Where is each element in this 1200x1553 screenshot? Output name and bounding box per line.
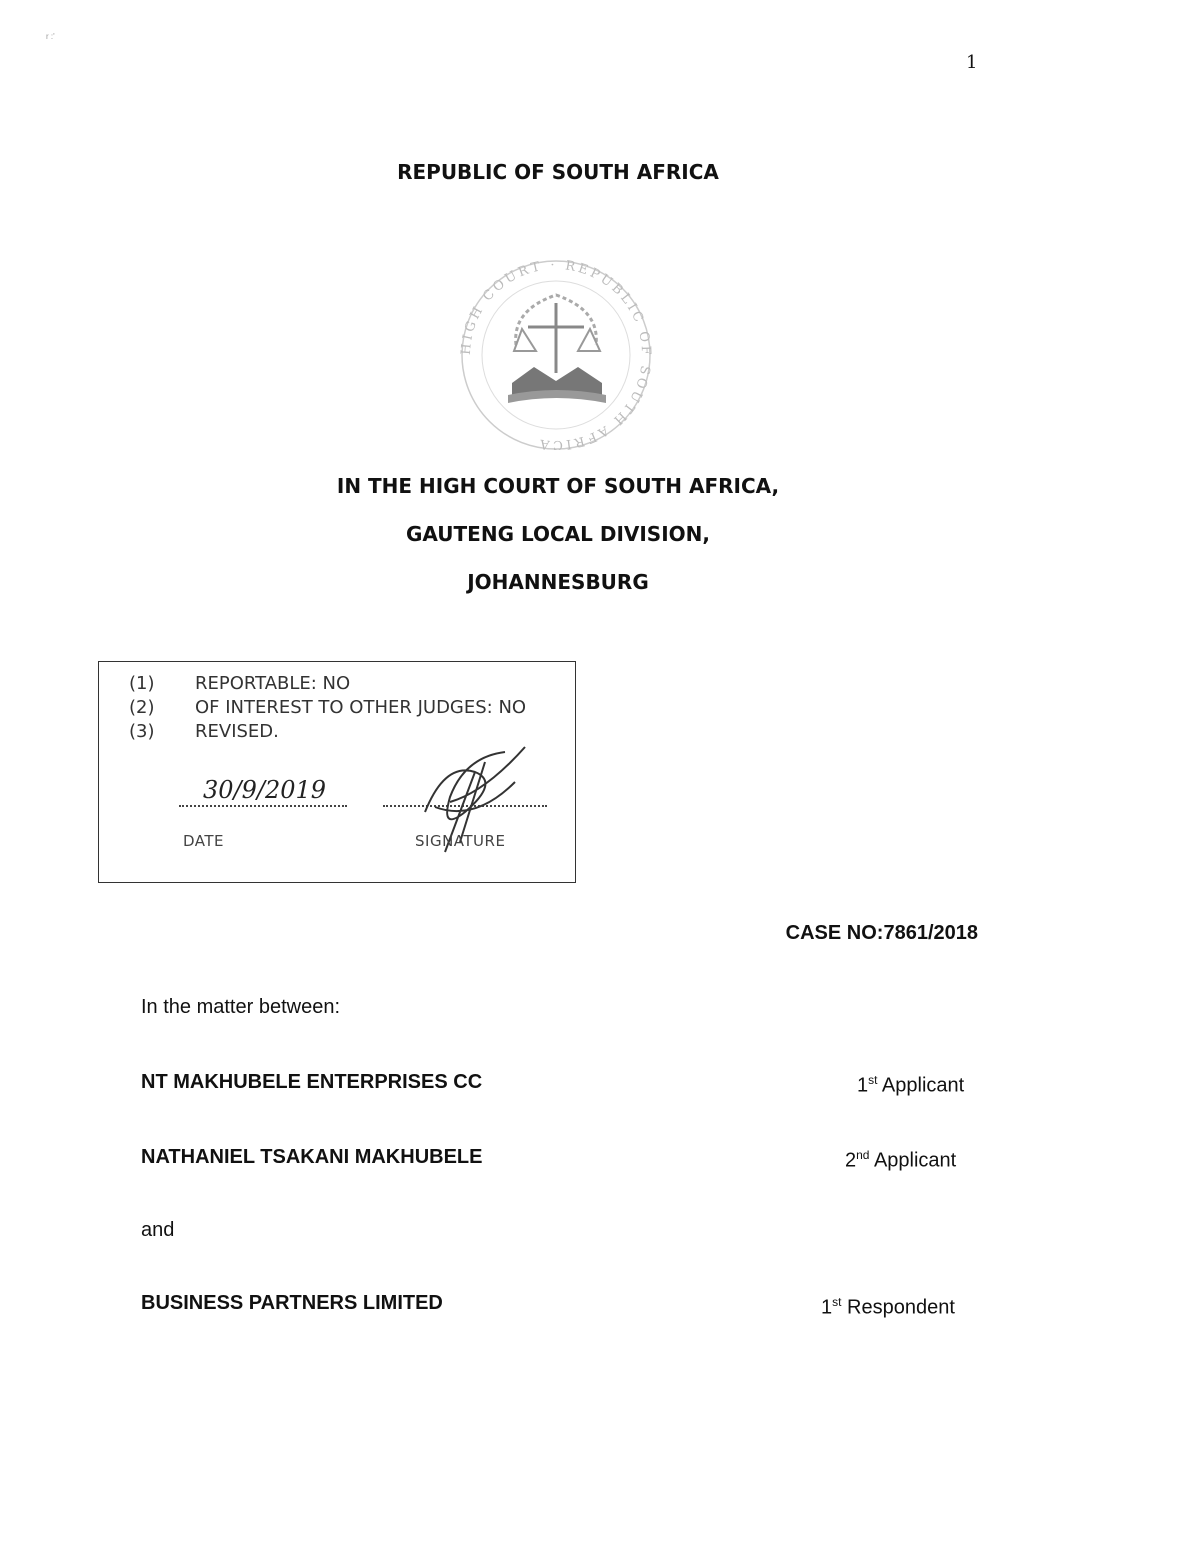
stamp-row xyxy=(129,673,350,694)
signature-label: SIGNATURE xyxy=(415,832,506,850)
stamp-row-number: (1) xyxy=(129,673,155,694)
party-role-label: Respondent xyxy=(847,1296,955,1319)
page-number: 1 xyxy=(966,52,978,73)
case-number: CASE NO:7861/2018 xyxy=(785,922,978,944)
reportability-stamp xyxy=(98,661,576,883)
party-role xyxy=(857,1073,964,1098)
stamp-row xyxy=(129,697,526,718)
stamp-row-number: (2) xyxy=(129,697,155,718)
party-ordinal-suffix: st xyxy=(868,1073,878,1087)
party-name: NATHANIEL TSAKANI MAKHUBELE xyxy=(141,1146,483,1168)
republic-heading: REPUBLIC OF SOUTH AFRICA xyxy=(397,160,719,184)
court-heading: IN THE HIGH COURT OF SOUTH AFRICA, xyxy=(336,474,780,498)
stamp-row-text: REVISED. xyxy=(195,721,279,742)
party-ordinal-suffix: st xyxy=(832,1295,842,1309)
stamp-row-text: REPORTABLE: NO xyxy=(195,673,351,694)
party-name: BUSINESS PARTNERS LIMITED xyxy=(141,1292,443,1314)
conjunction-and: and xyxy=(141,1219,175,1241)
date-label: DATE xyxy=(183,832,225,850)
scan-mark: r :' xyxy=(46,32,55,41)
party-ordinal: 1 xyxy=(857,1074,869,1097)
stamp-row-text: OF INTEREST TO OTHER JUDGES: NO xyxy=(195,697,527,718)
court-crest-icon xyxy=(452,255,660,450)
party-ordinal: 2 xyxy=(845,1149,857,1172)
party-ordinal: 1 xyxy=(821,1296,833,1319)
party-ordinal-suffix: nd xyxy=(856,1148,870,1162)
crest-text: HIGH COURT · REPUBLIC OF SOUTH AFRICA xyxy=(458,257,654,450)
city-heading: JOHANNESBURG xyxy=(467,570,649,594)
party-role xyxy=(845,1148,956,1173)
handwritten-date: 30/9/2019 xyxy=(203,776,327,804)
party-role-label: Applicant xyxy=(881,1074,965,1097)
party-role-label: Applicant xyxy=(873,1149,957,1172)
date-dotted-line xyxy=(179,805,347,807)
party-role xyxy=(821,1295,955,1320)
party-name: NT MAKHUBELE ENTERPRISES CC xyxy=(141,1071,483,1093)
stamp-row-number: (3) xyxy=(129,721,155,742)
division-heading: GAUTENG LOCAL DIVISION, xyxy=(406,522,710,546)
stamp-row xyxy=(129,721,279,742)
matter-intro: In the matter between: xyxy=(141,996,341,1018)
